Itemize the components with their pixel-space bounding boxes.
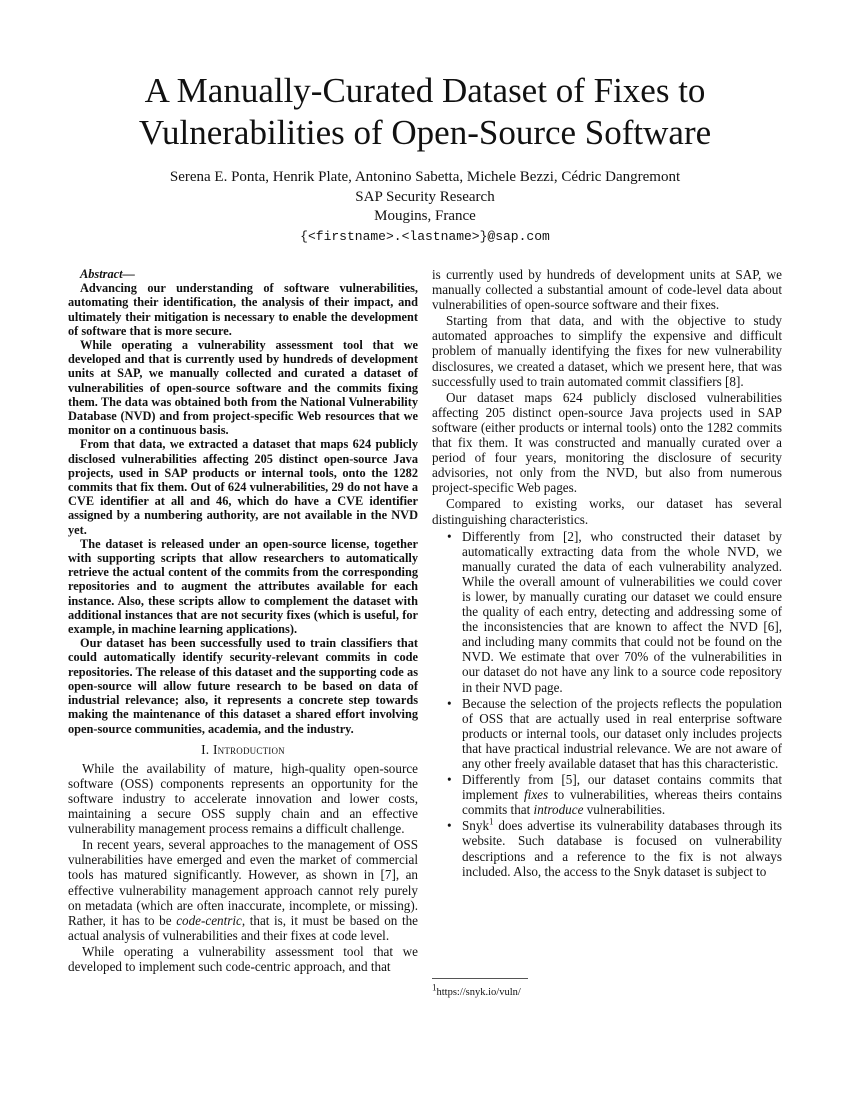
body-paragraph: While the availability of mature, high-quality open-source software (OSS) components represents an opportunity for the software industry to accelerate innovation and lower costs, maintaining a secure OSS supply chain and an effective vulnerability management process remains a difficult challenge. xyxy=(68,760,418,837)
author-affiliation: SAP Security Research xyxy=(355,188,495,205)
footnote-link[interactable]: https://snyk.io/vuln/ xyxy=(436,987,521,998)
characteristics-list xyxy=(432,529,782,879)
bullet-icon: • xyxy=(447,695,452,711)
abstract-paragraph: Our dataset has been successfully used to train classifiers that could automatically identify security-relevant commits in code repositories. The release of this dataset and the supporting code as open-source will allow future research to be based on data of industrial relevance; also, it represents a concrete step towards making the maintenance of this dataset a shared effort involving open-source communities, academia, and the industry. xyxy=(68,636,418,736)
bullet-icon: • xyxy=(447,818,452,834)
intro-body-left xyxy=(68,761,418,974)
footnote-mark: 1 xyxy=(432,982,437,993)
right-column xyxy=(432,267,782,880)
bullet-icon: • xyxy=(447,772,452,788)
left-column xyxy=(68,267,418,974)
footnote-reference: 1 xyxy=(489,817,494,827)
body-paragraph-continued: is currently used by hundreds of development units at SAP, we manually collected a substantial amount of code-level data about vulnerabilities of open-source software and their fixes. xyxy=(432,267,782,313)
body-paragraph: Compared to existing works, our dataset has several distinguishing characteristics. xyxy=(432,496,782,527)
list-item: • Differently from [5], our dataset contains commits that implement fixes to vulnerabilities, whereas theirs contains commits that introduce vulnerabilities. xyxy=(447,772,782,818)
section-title: Introduction xyxy=(212,741,285,757)
author-block xyxy=(40,168,810,246)
author-location: Mougins, France xyxy=(374,208,476,224)
body-paragraph: While operating a vulnerability assessment tool that we developed to implement such code-centric approach, and that xyxy=(68,943,418,975)
section-heading-introduction xyxy=(68,742,418,757)
body-paragraph: Starting from that data, and with the objective to study automated approaches to simplify the expensive and difficult problem of manually identifying the fixes for new vulnerability disclosures, we created a dataset, which we present here, that was successfully used to train automated commit classifiers [8]. xyxy=(432,313,782,389)
abstract xyxy=(68,267,418,736)
section-number: I. xyxy=(201,741,210,757)
body-paragraph: In recent years, several approaches to the management of OSS vulnerabilities have emerged and even the market of commercial tools has matured significantly. However, as shown in [7], an effective vulnerability management approach cannot rely purely on metadata (which are often inaccurate, incomplete, or missing). Rather, it has to be code-centric, that is, it must be based on the actual analysis of vulnerabilities and their fixes at code level. xyxy=(68,837,418,943)
abstract-paragraph: From that data, we extracted a dataset that maps 624 publicly disclosed vulnerabilities affecting 205 distinct open-source Java projects, used in SAP products or internal tools, onto the 1282 commits that fix them. Out of 624 vulnerabilities, 29 do not have a CVE identifier at all and 46, which do have a CVE identifier assigned by a numbering authority, are not available in the NVD yet. xyxy=(68,437,418,537)
abstract-label: Abstract— xyxy=(80,267,135,281)
list-item: • Because the selection of the projects reflects the population of OSS that are actually used in real enterprise software products or internal tools, our dataset only includes projects that have practical industrial relevance. We are not aware of any other freely available dataset that has this characteristic. xyxy=(447,695,782,771)
bullet-icon: • xyxy=(447,528,452,544)
paper-title: A Manually-Curated Dataset of Fixes to Vulnerabilities of Open-Source Software xyxy=(138,71,712,152)
footnote xyxy=(432,982,521,999)
abstract-paragraph: The dataset is released under an open-source license, together with supporting scripts that allow researchers to automatically retrieve the actual content of the commits from the corresponding repositories and to augment the attributes available for each instance. Also, these scripts allow to complement the dataset with additional instances that are not security fixes (which is useful, for example, in machine learning applications). xyxy=(68,536,418,637)
author-names: Serena E. Ponta, Henrik Plate, Antonino Sabetta, Michele Bezzi, Cédric Dangremont xyxy=(169,169,681,185)
footnote-divider xyxy=(432,978,528,979)
abstract-paragraph: Advancing our understanding of software vulnerabilities, automating their identification, the analysis of their impact, and ultimately their mitigation is necessary to enable the development of software that is more secure. xyxy=(68,281,418,338)
list-item: • Snyk$^1$ does advertise its vulnerability databases through its website. Such database is focused on vulnerability descriptions and a reference to the fix is not always included. Also, the access to the Snyk dataset is subject to xyxy=(447,817,782,879)
list-item: • Differently from [2], who constructed their dataset by automatically extracting data from the whole NVD, we manually curated the data of each vulnerability analyzed. While the overall amount of vulnerabilities we could cover is lower, by manually curating our dataset we could ensure the quality of each entry, detecting and addressing some of the inconsistencies that are known to affect the NVD [6], and including many commits that could not be found on the NVD. We estimate that over 70% of the vulnerabilities in our dataset do not have any link to a source code repository in their NVD page. xyxy=(447,528,782,695)
author-email: {<firstname>.<lastname>}@sap.com xyxy=(300,228,550,244)
abstract-paragraph: While operating a vulnerability assessment tool that we developed and that is currently used by hundreds of development units at SAP, we manually collected and curated a dataset of vulnerabilities of open-source software and the commits fixing them. The data was obtained both from the National Vulnerability Database (NVD) and from project-specific Web resources that we monitor on a continuous basis. xyxy=(68,338,418,438)
body-paragraph: Our dataset maps 624 publicly disclosed vulnerabilities affecting 205 distinct open-source Java projects used in SAP software (either products or internal tools) onto the 1282 commits that fix them. It was constructed and manually curated over a period of four years, monitoring the disclosure of security advisories, not only from the NVD, but also from numerous project-specific Web pages. xyxy=(432,389,782,496)
